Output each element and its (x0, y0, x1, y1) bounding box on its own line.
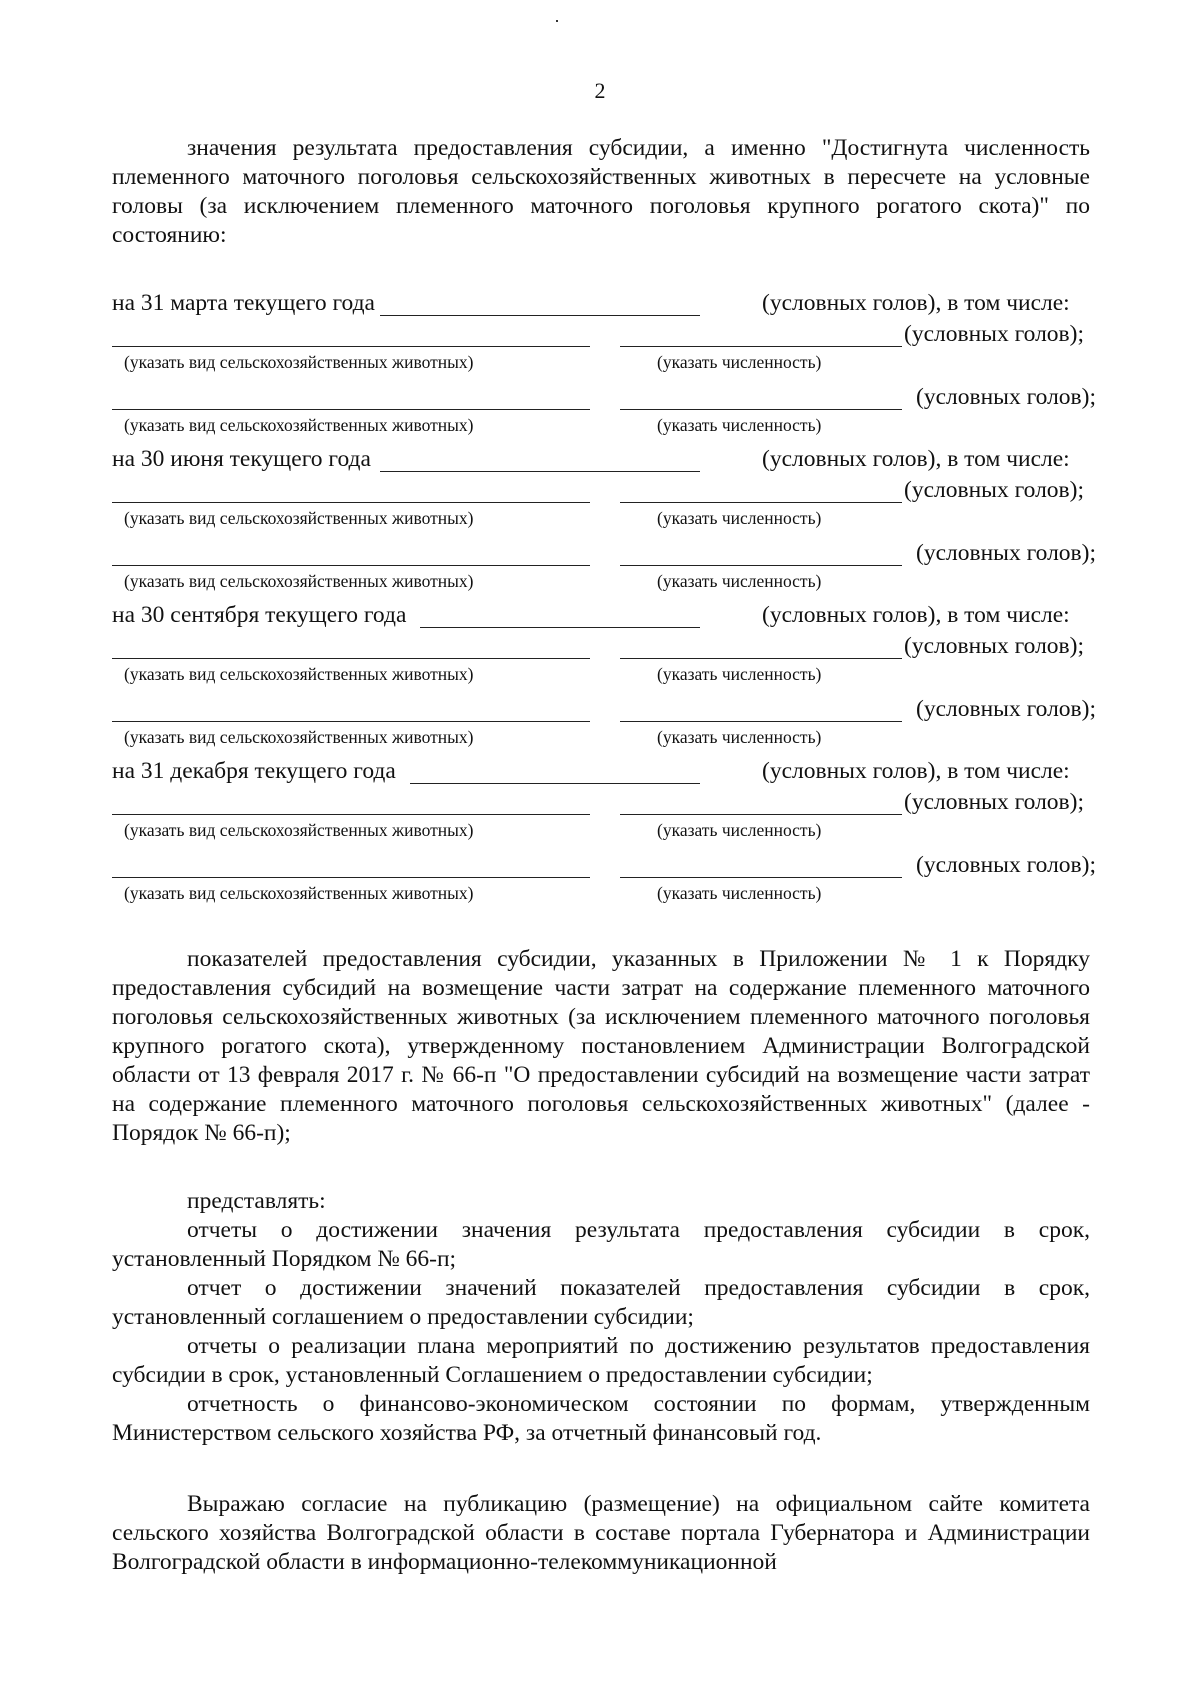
period-label: на 31 декабря текущего года (112, 758, 396, 784)
species-row (112, 786, 1112, 849)
species-row (112, 693, 1112, 756)
page-number: 2 (594, 78, 606, 103)
count-hint: (указать численность) (657, 352, 822, 372)
scan-speck (556, 20, 558, 22)
species-field[interactable] (112, 877, 590, 878)
item-unit-label: (условных голов); (904, 633, 1084, 659)
count-hint: (указать численность) (657, 415, 822, 435)
count-field[interactable] (620, 565, 902, 566)
species-row (112, 381, 1112, 444)
species-field[interactable] (112, 409, 590, 410)
count-field[interactable] (620, 658, 902, 659)
consent-paragraph: Выражаю согласие на публикацию (размещение) на официальном сайте комитета сельского хозяйства Волгоградской области в составе портала Губернатора и Администрации Волгоградской области в информационно-телекоммуникационной (112, 1491, 1090, 1575)
period-row (112, 288, 1112, 318)
period-unit-label: (условных голов), в том числе: (762, 602, 1070, 628)
species-row (112, 537, 1112, 600)
period-unit-label: (условных голов), в том числе: (762, 446, 1070, 472)
count-hint: (указать численность) (657, 571, 822, 591)
species-field[interactable] (112, 814, 590, 815)
obligation-item: отчеты о достижении значения результата предоставления субсидии в срок, установленный Порядком № 66-п; (112, 1217, 1090, 1272)
item-unit-label: (условных голов); (904, 321, 1084, 347)
obligations-intro: представлять: (187, 1188, 326, 1214)
item-unit-label: (условных голов); (916, 540, 1096, 566)
period-unit-label: (условных голов), в том числе: (762, 290, 1070, 316)
species-hint: (указать вид сельскохозяйственных животных) (124, 883, 474, 903)
count-hint: (указать численность) (657, 508, 822, 528)
count-field[interactable] (620, 814, 902, 815)
species-row (112, 474, 1112, 537)
count-hint: (указать численность) (657, 820, 822, 840)
species-hint: (указать вид сельскохозяйственных животных) (124, 352, 474, 372)
period-row (112, 444, 1112, 474)
headcount-form (112, 288, 1112, 912)
period-total-field[interactable] (410, 783, 700, 784)
period-row (112, 756, 1112, 786)
intro-paragraph: значения результата предоставления субсидии, а именно "Достигнута численность племенного маточного поголовья сельскохозяйственных животных в пересчете на условные головы (за исключением племенного маточного поголовья крупного рогатого скота)" по состоянию: (112, 135, 1090, 248)
indicators-paragraph: показателей предоставления субсидии, указанных в Приложении № 1 к Порядку предоставления субсидий на возмещение части затрат на содержание племенного маточного поголовья сельскохозяйственных животных (за исключением племенного маточного поголовья крупного рогатого скота), утвержденному постановлением Администрации Волгоградской области от 13 февраля 2017 г. № 66-п "О предоставлении субсидий на возмещение части затрат на содержание племенного маточного поголовья сельскохозяйственных животных" (далее - Порядок № 66-п); (112, 946, 1090, 1146)
species-hint: (указать вид сельскохозяйственных животных) (124, 508, 474, 528)
period-unit-label: (условных голов), в том числе: (762, 758, 1070, 784)
item-unit-label: (условных голов); (904, 477, 1084, 503)
species-field[interactable] (112, 502, 590, 503)
species-row (112, 849, 1112, 912)
species-hint: (указать вид сельскохозяйственных животных) (124, 571, 474, 591)
species-hint: (указать вид сельскохозяйственных животных) (124, 727, 474, 747)
species-hint: (указать вид сельскохозяйственных животных) (124, 415, 474, 435)
obligation-item: отчетность о финансово-экономическом состоянии по формам, утвержденным Министерством сельского хозяйства РФ, за отчетный финансовый год. (112, 1391, 1090, 1446)
species-hint: (указать вид сельскохозяйственных животных) (124, 664, 474, 684)
item-unit-label: (условных голов); (916, 696, 1096, 722)
obligations-list (112, 1187, 1090, 1448)
species-field[interactable] (112, 658, 590, 659)
obligation-item: отчеты о реализации плана мероприятий по достижению результатов предоставления субсидии в срок, установленный Соглашением о предоставлении субсидии; (112, 1333, 1090, 1388)
period-label: на 31 марта текущего года (112, 290, 375, 316)
item-unit-label: (условных голов); (916, 384, 1096, 410)
period-total-field[interactable] (380, 471, 700, 472)
period-row (112, 600, 1112, 630)
count-hint: (указать численность) (657, 727, 822, 747)
obligation-item: отчет о достижении значений показателей предоставления субсидии в срок, установленный соглашением о предоставлении субсидии; (112, 1275, 1090, 1330)
item-unit-label: (условных голов); (904, 789, 1084, 815)
species-field[interactable] (112, 565, 590, 566)
count-field[interactable] (620, 346, 902, 347)
species-hint: (указать вид сельскохозяйственных животных) (124, 820, 474, 840)
period-label: на 30 сентября текущего года (112, 602, 407, 628)
item-unit-label: (условных голов); (916, 852, 1096, 878)
period-total-field[interactable] (420, 627, 700, 628)
count-hint: (указать численность) (657, 883, 822, 903)
count-field[interactable] (620, 721, 902, 722)
species-field[interactable] (112, 721, 590, 722)
count-hint: (указать численность) (657, 664, 822, 684)
species-row (112, 630, 1112, 693)
count-field[interactable] (620, 502, 902, 503)
species-field[interactable] (112, 346, 590, 347)
species-row (112, 318, 1112, 381)
count-field[interactable] (620, 877, 902, 878)
count-field[interactable] (620, 409, 902, 410)
period-total-field[interactable] (380, 315, 700, 316)
period-label: на 30 июня текущего года (112, 446, 371, 472)
